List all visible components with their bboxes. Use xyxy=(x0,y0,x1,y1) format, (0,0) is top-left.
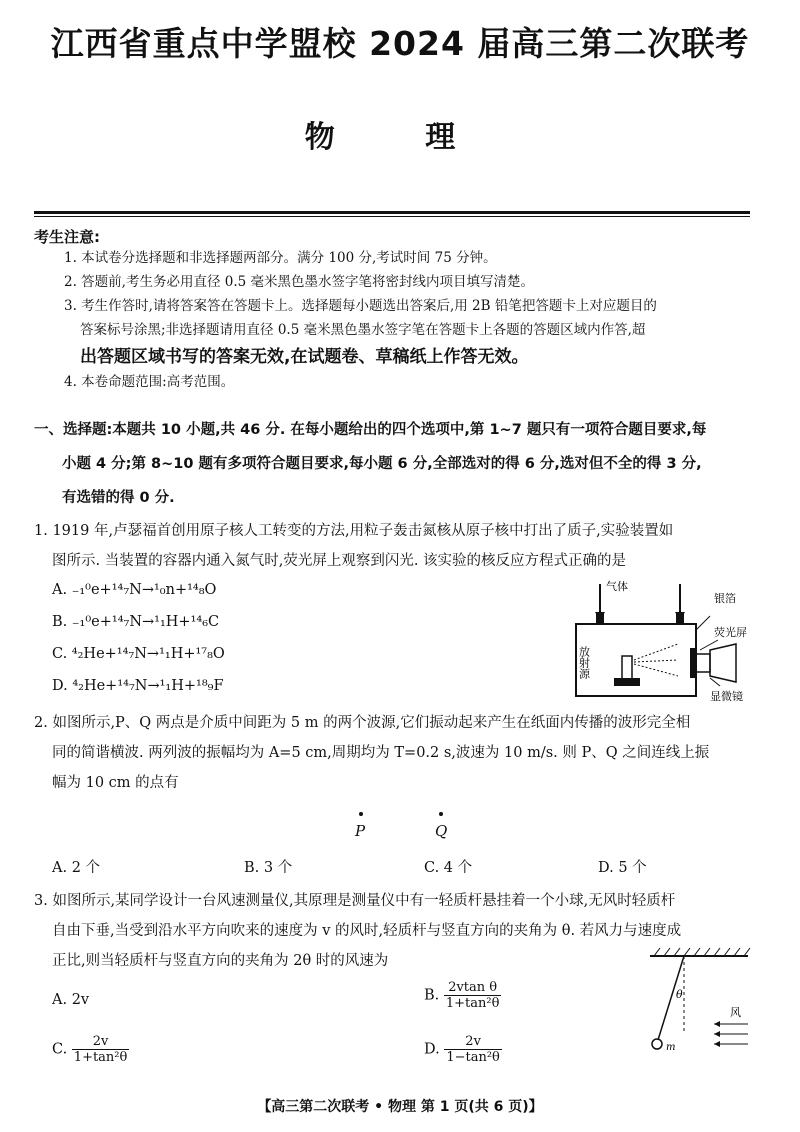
q3-pendulum-figure xyxy=(630,942,760,1058)
q2-line-1: 2. 如图所示,P、Q 两点是介质中间距为 5 m 的两个波源,它们振动起来产生在纸面内传播的波形完全相 xyxy=(34,715,691,731)
q3-option-b xyxy=(424,980,501,1011)
divider-thin xyxy=(34,216,750,217)
notice-heading: 考生注意: xyxy=(34,228,100,246)
q1-option-b: B. ₋₁⁰e+¹⁴₇N→¹₁H+¹⁴₆C xyxy=(52,614,220,630)
q1-label-screen: 荧光屏 xyxy=(714,626,747,639)
q2-line-3: 幅为 10 cm 的点有 xyxy=(52,775,179,791)
q3-option-c xyxy=(52,1034,129,1065)
q3-option-c-numerator: 2v xyxy=(72,1034,130,1050)
q3-line-1: 3. 如图所示,某同学设计一台风速测量仪,其原理是测量仪中有一轻质杆悬挂着一个小球,无风时轻质杆 xyxy=(34,893,676,909)
q2-point-q-dot xyxy=(439,812,443,816)
q2-option-d: D. 5 个 xyxy=(598,860,647,876)
notice-item-2: 2. 答题前,考生务必用直径 0.5 毫米黑色墨水签字笔将密封线内项目填写清楚。 xyxy=(64,274,535,290)
notice-item-3-emphasis: 出答题区域书写的答案无效,在试题卷、草稿纸上作答无效。 xyxy=(80,347,529,367)
q1-line-2: 图所示. 当装置的容器内通入氮气时,荧光屏上观察到闪光. 该实验的核反应方程式正确的是 xyxy=(52,553,627,569)
q3-option-a: A. 2v xyxy=(52,992,90,1008)
q2-point-q-label: Q xyxy=(435,822,448,840)
q1-line-1: 1. 1919 年,卢瑟福首创用原子核人工转变的方法,用粒子轰击氮核从原子核中打出了质子,实验装置如 xyxy=(34,523,674,539)
q3-line-2: 自由下垂,当受到沿水平方向吹来的速度为 v 的风时,轻质杆与竖直方向的夹角为 θ. 若风力与速度成 xyxy=(52,923,682,939)
q3-option-b-label: B. xyxy=(424,987,440,1004)
q3-label-mass: m xyxy=(666,1042,676,1053)
q2-point-p-dot xyxy=(359,812,363,816)
q1-option-a: A. ₋₁⁰e+¹⁴₇N→¹₀n+¹⁴₈O xyxy=(52,582,217,598)
notice-item-3-cont: 答案标号涂黑;非选择题请用直径 0.5 毫米黑色墨水签字笔在答题卡上各题的答题区域内作答,超 xyxy=(80,322,646,338)
q3-option-d-fraction xyxy=(444,1034,502,1065)
q2-option-a: A. 2 个 xyxy=(52,860,101,876)
q3-option-b-denominator: 1+tan²θ xyxy=(445,996,500,1011)
q3-option-b-fraction xyxy=(444,980,502,1011)
exam-title: 江西省重点中学盟校 2024 届高三第二次联考 xyxy=(50,24,750,63)
q3-option-b-numerator: 2vtan θ xyxy=(444,980,502,996)
q2-line-2: 同的简谐横波. 两列波的振幅均为 A=5 cm,周期均为 T=0.2 s,波速为 10 m/s. 则 P、Q 之间连线上振 xyxy=(52,745,710,761)
q1-label-source: 放射源 xyxy=(577,646,591,679)
q3-option-d-denominator: 1−tan²θ xyxy=(446,1050,500,1065)
q1-option-c: C. ⁴₂He+¹⁴₇N→¹₁H+¹⁷₈O xyxy=(52,646,225,662)
q3-label-wind: 风 xyxy=(730,1006,741,1019)
q1-label-gas: 气体 xyxy=(606,580,628,593)
q1-option-d: D. ⁴₂He+¹⁴₇N→¹₁H+¹⁸₉F xyxy=(52,678,224,694)
q2-option-b: B. 3 个 xyxy=(244,860,293,876)
q1-apparatus-figure xyxy=(560,574,780,708)
q1-label-foil: 银箔 xyxy=(714,592,736,605)
section-1-line-2: 小题 4 分;第 8~10 题有多项符合题目要求,每小题 6 分,全部选对的得 6 分,选对但不全的得 3 分, xyxy=(62,456,702,472)
q2-option-c: C. 4 个 xyxy=(424,860,473,876)
q3-option-c-fraction xyxy=(72,1034,130,1065)
notice-item-3: 3. 考生作答时,请将答案答在答题卡上。选择题每小题选出答案后,用 2B 铅笔把答题卡上对应题目的 xyxy=(64,298,657,314)
notice-item-4: 4. 本卷命题范围:高考范围。 xyxy=(64,374,235,390)
q2-point-p-label: P xyxy=(355,822,366,840)
section-1-line-3: 有选错的得 0 分. xyxy=(62,490,175,506)
subject-title: 物 理 xyxy=(304,120,496,155)
q3-option-d-label: D. xyxy=(424,1041,440,1058)
q3-line-3: 正比,则当轻质杆与竖直方向的夹角为 2θ 时的风速为 xyxy=(52,953,389,969)
q3-label-angle: θ xyxy=(676,988,683,1001)
section-1-line-1: 一、选择题:本题共 10 小题,共 46 分. 在每小题给出的四个选项中,第 1~7 题只有一项符合题目要求,每 xyxy=(34,422,707,438)
q3-option-d-numerator: 2v xyxy=(444,1034,502,1050)
notice-item-1: 1. 本试卷分选择题和非选择题两部分。满分 100 分,考试时间 75 分钟。 xyxy=(64,250,497,266)
q3-option-d xyxy=(424,1034,502,1065)
divider-thick xyxy=(34,211,750,214)
q3-option-c-label: C. xyxy=(52,1041,68,1058)
q3-option-c-denominator: 1+tan²θ xyxy=(73,1050,128,1065)
page-footer: 【高三第二次联考 • 物理 第 1 页(共 6 页)】 xyxy=(257,1099,543,1115)
q1-label-microscope: 显微镜 xyxy=(710,690,743,703)
